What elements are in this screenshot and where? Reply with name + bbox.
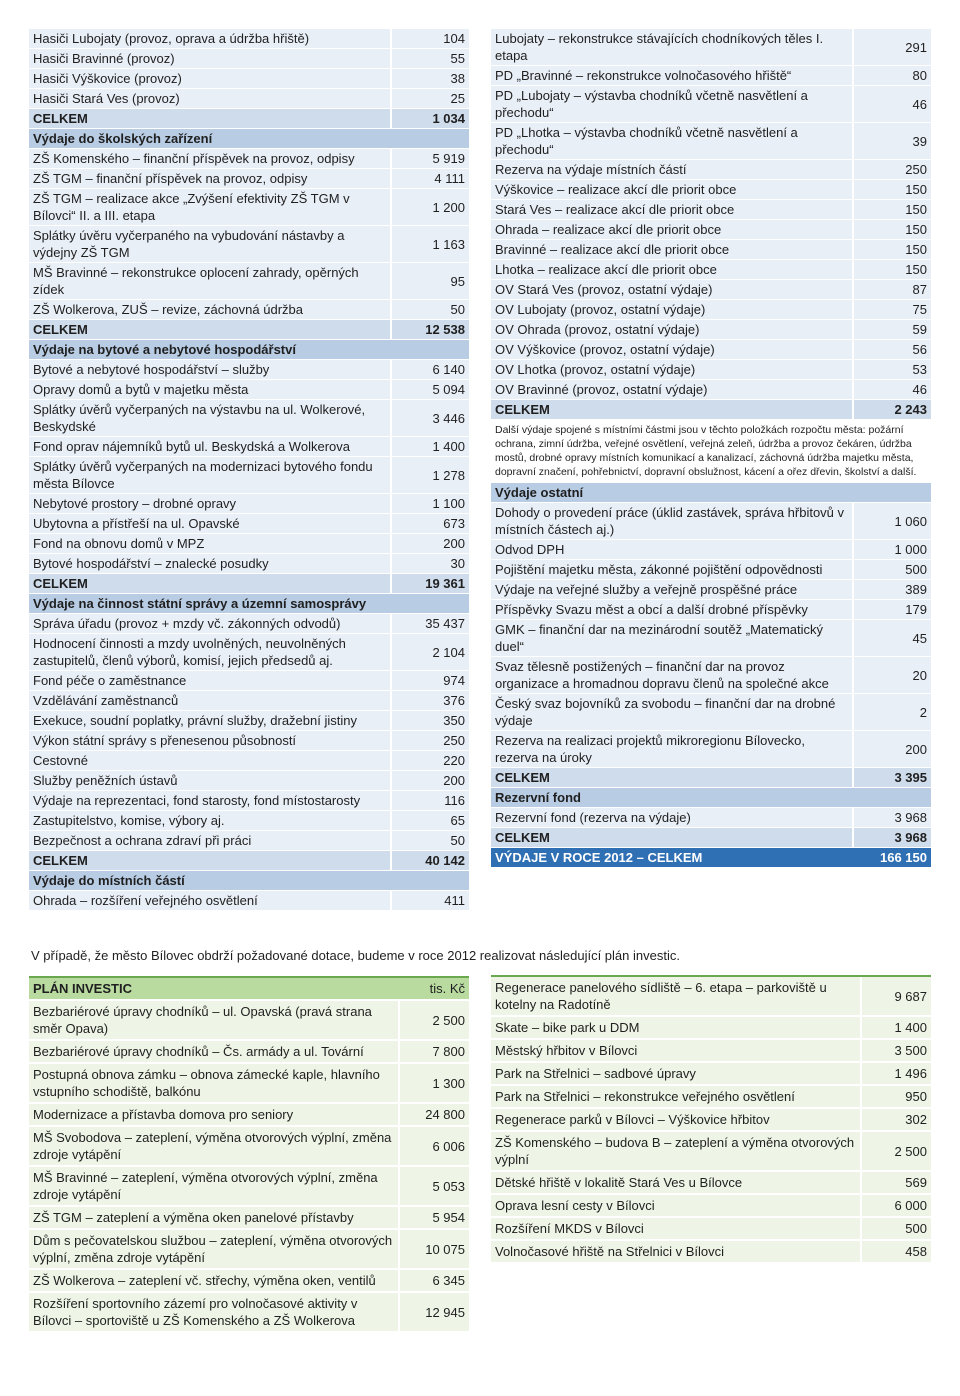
- table-row: [29, 751, 469, 771]
- row-value: 500: [861, 1217, 931, 1240]
- row-value: 250: [853, 160, 931, 180]
- total-row: [491, 828, 931, 848]
- row-value: 250: [391, 731, 469, 751]
- table-row: [491, 1217, 931, 1240]
- row-value: 39: [853, 123, 931, 160]
- table-row: [491, 240, 931, 260]
- row-value: 3 968: [853, 808, 931, 828]
- row-label: Fond na obnovu domů v MPZ: [29, 534, 391, 554]
- budget-table-left: [29, 29, 469, 911]
- grand-total-row: [491, 848, 931, 868]
- row-value: 95: [391, 263, 469, 300]
- row-label: Ohrada – realizace akcí dle priorit obce: [491, 220, 853, 240]
- row-label: CELKEM: [491, 768, 853, 788]
- row-label: Exekuce, soudní poplatky, právní služby, dražební jistiny: [29, 711, 391, 731]
- row-label: OV Bravinné (provoz, ostatní výdaje): [491, 380, 853, 400]
- row-value: 2 500: [399, 1000, 469, 1040]
- row-label: OV Lubojaty (provoz, ostatní výdaje): [491, 300, 853, 320]
- table-row: [491, 340, 931, 360]
- row-value: 9 687: [861, 977, 931, 1016]
- table-row: [29, 226, 469, 263]
- table-row: [29, 360, 469, 380]
- row-label: Ubytovna a přístřeší na ul. Opavské: [29, 514, 391, 534]
- row-label: Vzdělávání zaměstnanců: [29, 691, 391, 711]
- row-value: 46: [853, 380, 931, 400]
- row-label: Bytové a nebytové hospodářství – služby: [29, 360, 391, 380]
- table-row: [29, 1229, 469, 1269]
- section-header-row: [29, 871, 469, 891]
- row-label: Bezbariérové úpravy chodníků – ul. Opavská (pravá strana směr Opava): [29, 1000, 399, 1040]
- note-row: [491, 420, 931, 483]
- row-label: Park na Střelnici – sadbové úpravy: [491, 1062, 861, 1085]
- table-row: [491, 66, 931, 86]
- row-label: Park na Střelnici – rekonstrukce veřejného osvětlení: [491, 1085, 861, 1108]
- table-row: [491, 29, 931, 66]
- row-label: Rezervní fond: [491, 788, 931, 808]
- table-row: [491, 1016, 931, 1039]
- row-value: 3 500: [861, 1039, 931, 1062]
- row-label: ZŠ TGM – zateplení a výměna oken panelové přístavby: [29, 1206, 399, 1229]
- row-value: 19 361: [391, 574, 469, 594]
- row-label: Opravy domů a bytů v majetku města: [29, 380, 391, 400]
- row-label: Příspěvky Svazu měst a obcí a další drobné příspěvky: [491, 600, 853, 620]
- row-label: Rozšíření MKDS v Bílovci: [491, 1217, 861, 1240]
- row-value: 40 142: [391, 851, 469, 871]
- table-row: [491, 1171, 931, 1194]
- table-row: [491, 580, 931, 600]
- table-row: [29, 731, 469, 751]
- row-label: Ohrada – rozšíření veřejného osvětlení: [29, 891, 391, 911]
- table-row: [491, 977, 931, 1016]
- row-value: 5 053: [399, 1166, 469, 1206]
- table-row: [29, 1166, 469, 1206]
- table-row: [491, 1062, 931, 1085]
- row-value: 53: [853, 360, 931, 380]
- row-label: Bravinné – realizace akcí dle priorit obce: [491, 240, 853, 260]
- table-row: [29, 1292, 469, 1332]
- row-label: Výdaje do místních částí: [29, 871, 469, 891]
- row-value: 2: [853, 694, 931, 731]
- section-header-row: [29, 594, 469, 614]
- table-row: [29, 49, 469, 69]
- row-label: Český svaz bojovníků za svobodu – finanční dar na drobné výdaje: [491, 694, 853, 731]
- row-value: 5 919: [391, 149, 469, 169]
- row-label: Pojištění majetku města, zákonné pojištění odpovědnosti: [491, 560, 853, 580]
- table-row: [29, 691, 469, 711]
- row-value: 200: [391, 771, 469, 791]
- row-value: 2 500: [861, 1131, 931, 1171]
- row-value: 950: [861, 1085, 931, 1108]
- table-row: [491, 320, 931, 340]
- table-row: [29, 831, 469, 851]
- row-label: Postupná obnova zámku – obnova zámecké kaple, hlavního vstupního schodiště, balkónu: [29, 1063, 399, 1103]
- row-label: PLÁN INVESTIC: [29, 977, 399, 1000]
- row-value: 7 800: [399, 1040, 469, 1063]
- row-label: Dohody o provedení práce (úklid zastávek, správa hřbitovů v místních částech aj.): [491, 503, 853, 540]
- table-row: [29, 149, 469, 169]
- row-label: CELKEM: [29, 109, 391, 129]
- row-label: Dětské hřiště v lokalitě Stará Ves u Bílovce: [491, 1171, 861, 1194]
- row-label: Oprava lesní cesty v Bílovci: [491, 1194, 861, 1217]
- row-value: 569: [861, 1171, 931, 1194]
- invest-right-table: [491, 977, 931, 1264]
- table-row: [29, 29, 469, 49]
- row-value: 12 945: [399, 1292, 469, 1332]
- table-row: [29, 1126, 469, 1166]
- row-value: 350: [391, 711, 469, 731]
- row-label: Volnočasové hřiště na Střelnici v Bílovci: [491, 1240, 861, 1263]
- row-value: 150: [853, 260, 931, 280]
- row-label: Fond oprav nájemníků bytů ul. Beskydská a Wolkerova: [29, 437, 391, 457]
- section-header-row: [29, 340, 469, 360]
- row-label: Svaz tělesně postižených – finanční dar na provoz organizace a hromadnou dopravu členů na společné akce: [491, 657, 853, 694]
- row-label: VÝDAJE V ROCE 2012 – CELKEM: [491, 848, 853, 868]
- row-label: OV Výškovice (provoz, ostatní výdaje): [491, 340, 853, 360]
- table-row: [491, 600, 931, 620]
- row-label: Skate – bike park u DDM: [491, 1016, 861, 1039]
- row-label: ZŠ TGM – realizace akce „Zvýšení efektivity ZŠ TGM v Bílovci“ II. a III. etapa: [29, 189, 391, 226]
- row-value: 150: [853, 180, 931, 200]
- row-label: Rezervní fond (rezerva na výdaje): [491, 808, 853, 828]
- table-row: [491, 260, 931, 280]
- row-label: Hasiči Lubojaty (provoz, oprava a údržba hřiště): [29, 29, 391, 49]
- row-label: Služby peněžních ústavů: [29, 771, 391, 791]
- row-label: Regenerace parků v Bílovci – Výškovice hřbitov: [491, 1108, 861, 1131]
- total-row: [29, 851, 469, 871]
- table-row: [491, 123, 931, 160]
- row-value: 150: [853, 200, 931, 220]
- row-value: 200: [391, 534, 469, 554]
- row-label: ZŠ Wolkerova – zateplení vč. střechy, výměna oken, ventilů: [29, 1269, 399, 1292]
- row-label: Výdaje do školských zařízení: [29, 129, 469, 149]
- row-label: Další výdaje spojené s místními částmi jsou v těchto položkách rozpočtu města: požární ochrana, zimní údržba, veřejné osvětlení, veřejná zeleň, údržba a provoz čekáren, údržba mostů, drobné opravy místních komunikací a kanalizací, záchovná údržba majetku města, dopravní značení, pohřebnictví, dopravní obslužnost, kácení a ořez dřevin, školství a další.: [491, 420, 931, 483]
- row-label: OV Ohrada (provoz, ostatní výdaje): [491, 320, 853, 340]
- row-value: 500: [853, 560, 931, 580]
- row-value: 5 094: [391, 380, 469, 400]
- row-value: 291: [853, 29, 931, 66]
- row-value: 3 968: [853, 828, 931, 848]
- row-label: Dům s pečovatelskou službou – zateplení, výměna otvorových výplní, změna zdroje vytápění: [29, 1229, 399, 1269]
- table-row: [29, 671, 469, 691]
- table-row: [491, 200, 931, 220]
- row-value: 1 060: [853, 503, 931, 540]
- row-label: MŠ Bravinné – zateplení, výměna otvorových výplní, změna zdroje vytápění: [29, 1166, 399, 1206]
- section-header-row: [491, 483, 931, 503]
- table-row: [29, 1063, 469, 1103]
- row-label: Rozšíření sportovního zázemí pro volnočasové aktivity v Bílovci – sportoviště u ZŠ Komenského a ZŠ Wolkerova: [29, 1292, 399, 1332]
- row-value: 50: [391, 831, 469, 851]
- row-label: Rezerva na realizaci projektů mikroregionu Bílovecko, rezerva na úroky: [491, 731, 853, 768]
- row-value: 411: [391, 891, 469, 911]
- row-value: 46: [853, 86, 931, 123]
- row-label: Městský hřbitov v Bílovci: [491, 1039, 861, 1062]
- row-value: 104: [391, 29, 469, 49]
- total-row: [29, 109, 469, 129]
- table-row: [29, 1040, 469, 1063]
- row-label: CELKEM: [491, 400, 853, 420]
- row-label: Výdaje na bytové a nebytové hospodářství: [29, 340, 469, 360]
- table-row: [491, 1240, 931, 1263]
- budget-table-right: [491, 29, 931, 868]
- row-label: Výdaje na činnost státní správy a územní samosprávy: [29, 594, 469, 614]
- table-row: [491, 657, 931, 694]
- row-value: 1 496: [861, 1062, 931, 1085]
- row-label: Správa úřadu (provoz + mzdy vč. zákonných odvodů): [29, 614, 391, 634]
- row-value: 673: [391, 514, 469, 534]
- table-row: [29, 1000, 469, 1040]
- row-value: 458: [861, 1240, 931, 1263]
- row-label: Bytové hospodářství – znalecké posudky: [29, 554, 391, 574]
- row-value: 1 100: [391, 494, 469, 514]
- row-value: 56: [853, 340, 931, 360]
- row-value: 116: [391, 791, 469, 811]
- total-row: [29, 320, 469, 340]
- row-label: Splátky úvěru vyčerpaného na vybudování nástavby a výdejny ZŠ TGM: [29, 226, 391, 263]
- row-label: CELKEM: [29, 574, 391, 594]
- table-row: [29, 457, 469, 494]
- row-value: 50: [391, 300, 469, 320]
- table-row: [29, 69, 469, 89]
- row-value: 150: [853, 220, 931, 240]
- row-label: Zastupitelstvo, komise, výbory aj.: [29, 811, 391, 831]
- row-value: 4 111: [391, 169, 469, 189]
- row-label: MŠ Bravinné – rekonstrukce oplocení zahrady, opěrných zídek: [29, 263, 391, 300]
- table-row: [491, 86, 931, 123]
- row-label: Rezerva na výdaje místních částí: [491, 160, 853, 180]
- table-row: [491, 220, 931, 240]
- investment-table-left: [29, 976, 469, 1333]
- row-value: 6 140: [391, 360, 469, 380]
- row-value: 166 150: [853, 848, 931, 868]
- row-value: 10 075: [399, 1229, 469, 1269]
- row-value: 1 034: [391, 109, 469, 129]
- row-value: 1 400: [861, 1016, 931, 1039]
- row-label: GMK – finanční dar na mezinárodní soutěž „Matematický duel“: [491, 620, 853, 657]
- right-table: [491, 29, 931, 868]
- row-label: Splátky úvěrů vyčerpaných na modernizaci bytového fondu města Bílovce: [29, 457, 391, 494]
- row-value: 1 300: [399, 1063, 469, 1103]
- table-row: [29, 554, 469, 574]
- row-label: Výdaje ostatní: [491, 483, 931, 503]
- table-row: [491, 694, 931, 731]
- row-label: PD „Lubojaty – výstavba chodníků včetně nasvětlení a přechodu“: [491, 86, 853, 123]
- table-row: [29, 263, 469, 300]
- row-value: 220: [391, 751, 469, 771]
- row-value: 1 163: [391, 226, 469, 263]
- row-value: 2 104: [391, 634, 469, 671]
- row-value: 1 000: [853, 540, 931, 560]
- table-row: [491, 1039, 931, 1062]
- row-label: MŠ Svobodova – zateplení, výměna otvorových výplní, změna zdroje vytápění: [29, 1126, 399, 1166]
- table-row: [491, 1085, 931, 1108]
- row-value: 25: [391, 89, 469, 109]
- table-row: [29, 1103, 469, 1126]
- row-label: Lubojaty – rekonstrukce stávajících chodníkových těles I. etapa: [491, 29, 853, 66]
- row-label: Odvod DPH: [491, 540, 853, 560]
- row-value: 35 437: [391, 614, 469, 634]
- table-row: [491, 160, 931, 180]
- row-value: 55: [391, 49, 469, 69]
- table-row: [29, 711, 469, 731]
- row-label: Bezbariérové úpravy chodníků – Čs. armády a ul. Tovární: [29, 1040, 399, 1063]
- table-row: [29, 300, 469, 320]
- table-row: [29, 534, 469, 554]
- table-row: [491, 731, 931, 768]
- row-label: Stará Ves – realizace akcí dle priorit obce: [491, 200, 853, 220]
- row-value: 24 800: [399, 1103, 469, 1126]
- row-label: Výkon státní správy s přenesenou působností: [29, 731, 391, 751]
- investment-table-right: [491, 975, 931, 1264]
- row-value: 150: [853, 240, 931, 260]
- table-row: [491, 808, 931, 828]
- row-value: 80: [853, 66, 931, 86]
- total-row: [491, 400, 931, 420]
- row-label: CELKEM: [491, 828, 853, 848]
- row-label: ZŠ Wolkerova, ZUŠ – revize, záchovná údržba: [29, 300, 391, 320]
- row-label: OV Lhotka (provoz, ostatní výdaje): [491, 360, 853, 380]
- row-value: 376: [391, 691, 469, 711]
- table-row: [29, 791, 469, 811]
- row-label: ZŠ TGM – finanční příspěvek na provoz, odpisy: [29, 169, 391, 189]
- row-value: tis. Kč: [399, 977, 469, 1000]
- table-row: [491, 1108, 931, 1131]
- table-row: [491, 540, 931, 560]
- row-label: Bezpečnost a ochrana zdraví při práci: [29, 831, 391, 851]
- row-value: 75: [853, 300, 931, 320]
- row-value: 30: [391, 554, 469, 574]
- row-value: 2 243: [853, 400, 931, 420]
- row-label: Hodnocení činnosti a mzdy uvolněných, neuvolněných zastupitelů, členů výborů, komisí, jejich předsedů aj.: [29, 634, 391, 671]
- row-value: 179: [853, 600, 931, 620]
- table-row: [29, 89, 469, 109]
- row-value: 6 345: [399, 1269, 469, 1292]
- table-row: [29, 1269, 469, 1292]
- row-value: 87: [853, 280, 931, 300]
- section-header-row: [491, 788, 931, 808]
- row-label: Hasiči Bravinné (provoz): [29, 49, 391, 69]
- row-label: Výškovice – realizace akcí dle priorit obce: [491, 180, 853, 200]
- row-value: 3 395: [853, 768, 931, 788]
- row-label: Výdaje na reprezentaci, fond starosty, fond místostarosty: [29, 791, 391, 811]
- table-row: [491, 380, 931, 400]
- total-row: [29, 574, 469, 594]
- section-header-row: [29, 129, 469, 149]
- table-row: [29, 189, 469, 226]
- table-row: [29, 169, 469, 189]
- row-value: 1 400: [391, 437, 469, 457]
- row-value: 20: [853, 657, 931, 694]
- row-label: Cestovné: [29, 751, 391, 771]
- table-row: [491, 300, 931, 320]
- row-value: 59: [853, 320, 931, 340]
- row-value: 974: [391, 671, 469, 691]
- row-value: 65: [391, 811, 469, 831]
- table-row: [29, 437, 469, 457]
- table-row: [491, 560, 931, 580]
- row-value: 6 006: [399, 1126, 469, 1166]
- table-header-row: [29, 977, 469, 1000]
- table-row: [491, 280, 931, 300]
- row-label: Výdaje na veřejné služby a veřejně prospěšné práce: [491, 580, 853, 600]
- table-row: [29, 400, 469, 437]
- row-label: ZŠ Komenského – budova B – zateplení a výměna otvorových výplní: [491, 1131, 861, 1171]
- row-label: CELKEM: [29, 851, 391, 871]
- table-row: [491, 1194, 931, 1217]
- row-label: Modernizace a přístavba domova pro seniory: [29, 1103, 399, 1126]
- table-row: [29, 634, 469, 671]
- total-row: [491, 768, 931, 788]
- table-row: [491, 503, 931, 540]
- row-value: 6 000: [861, 1194, 931, 1217]
- row-label: PD „Lhotka – výstavba chodníků včetně nasvětlení a přechodu“: [491, 123, 853, 160]
- row-value: 38: [391, 69, 469, 89]
- row-label: Splátky úvěrů vyčerpaných na výstavbu na ul. Wolkerové, Beskydské: [29, 400, 391, 437]
- row-value: 45: [853, 620, 931, 657]
- row-value: 12 538: [391, 320, 469, 340]
- row-value: 3 446: [391, 400, 469, 437]
- table-row: [29, 514, 469, 534]
- table-row: [29, 494, 469, 514]
- table-row: [29, 1206, 469, 1229]
- table-row: [491, 620, 931, 657]
- investment-intro-text: V případě, že město Bílovec obdrží požadované dotace, budeme v roce 2012 realizovat následující plán investic.: [31, 948, 680, 963]
- table-row: [29, 380, 469, 400]
- invest-left-table: [29, 976, 469, 1333]
- table-row: [29, 771, 469, 791]
- table-row: [491, 1131, 931, 1171]
- row-value: 389: [853, 580, 931, 600]
- table-row: [491, 180, 931, 200]
- row-label: Fond péče o zaměstnance: [29, 671, 391, 691]
- table-row: [29, 811, 469, 831]
- row-value: 302: [861, 1108, 931, 1131]
- row-value: 1 278: [391, 457, 469, 494]
- row-label: ZŠ Komenského – finanční příspěvek na provoz, odpisy: [29, 149, 391, 169]
- row-label: Hasiči Stará Ves (provoz): [29, 89, 391, 109]
- row-label: CELKEM: [29, 320, 391, 340]
- row-label: PD „Bravinné – rekonstrukce volnočasového hřiště“: [491, 66, 853, 86]
- row-value: 200: [853, 731, 931, 768]
- row-label: OV Stará Ves (provoz, ostatní výdaje): [491, 280, 853, 300]
- left-table: [29, 29, 469, 911]
- row-value: 1 200: [391, 189, 469, 226]
- table-row: [29, 891, 469, 911]
- table-row: [491, 360, 931, 380]
- row-label: Nebytové prostory – drobné opravy: [29, 494, 391, 514]
- table-row: [29, 614, 469, 634]
- row-label: Lhotka – realizace akcí dle priorit obce: [491, 260, 853, 280]
- row-value: 5 954: [399, 1206, 469, 1229]
- row-label: Hasiči Výškovice (provoz): [29, 69, 391, 89]
- row-label: Regenerace panelového sídliště – 6. etapa – parkoviště u kotelny na Radotíně: [491, 977, 861, 1016]
